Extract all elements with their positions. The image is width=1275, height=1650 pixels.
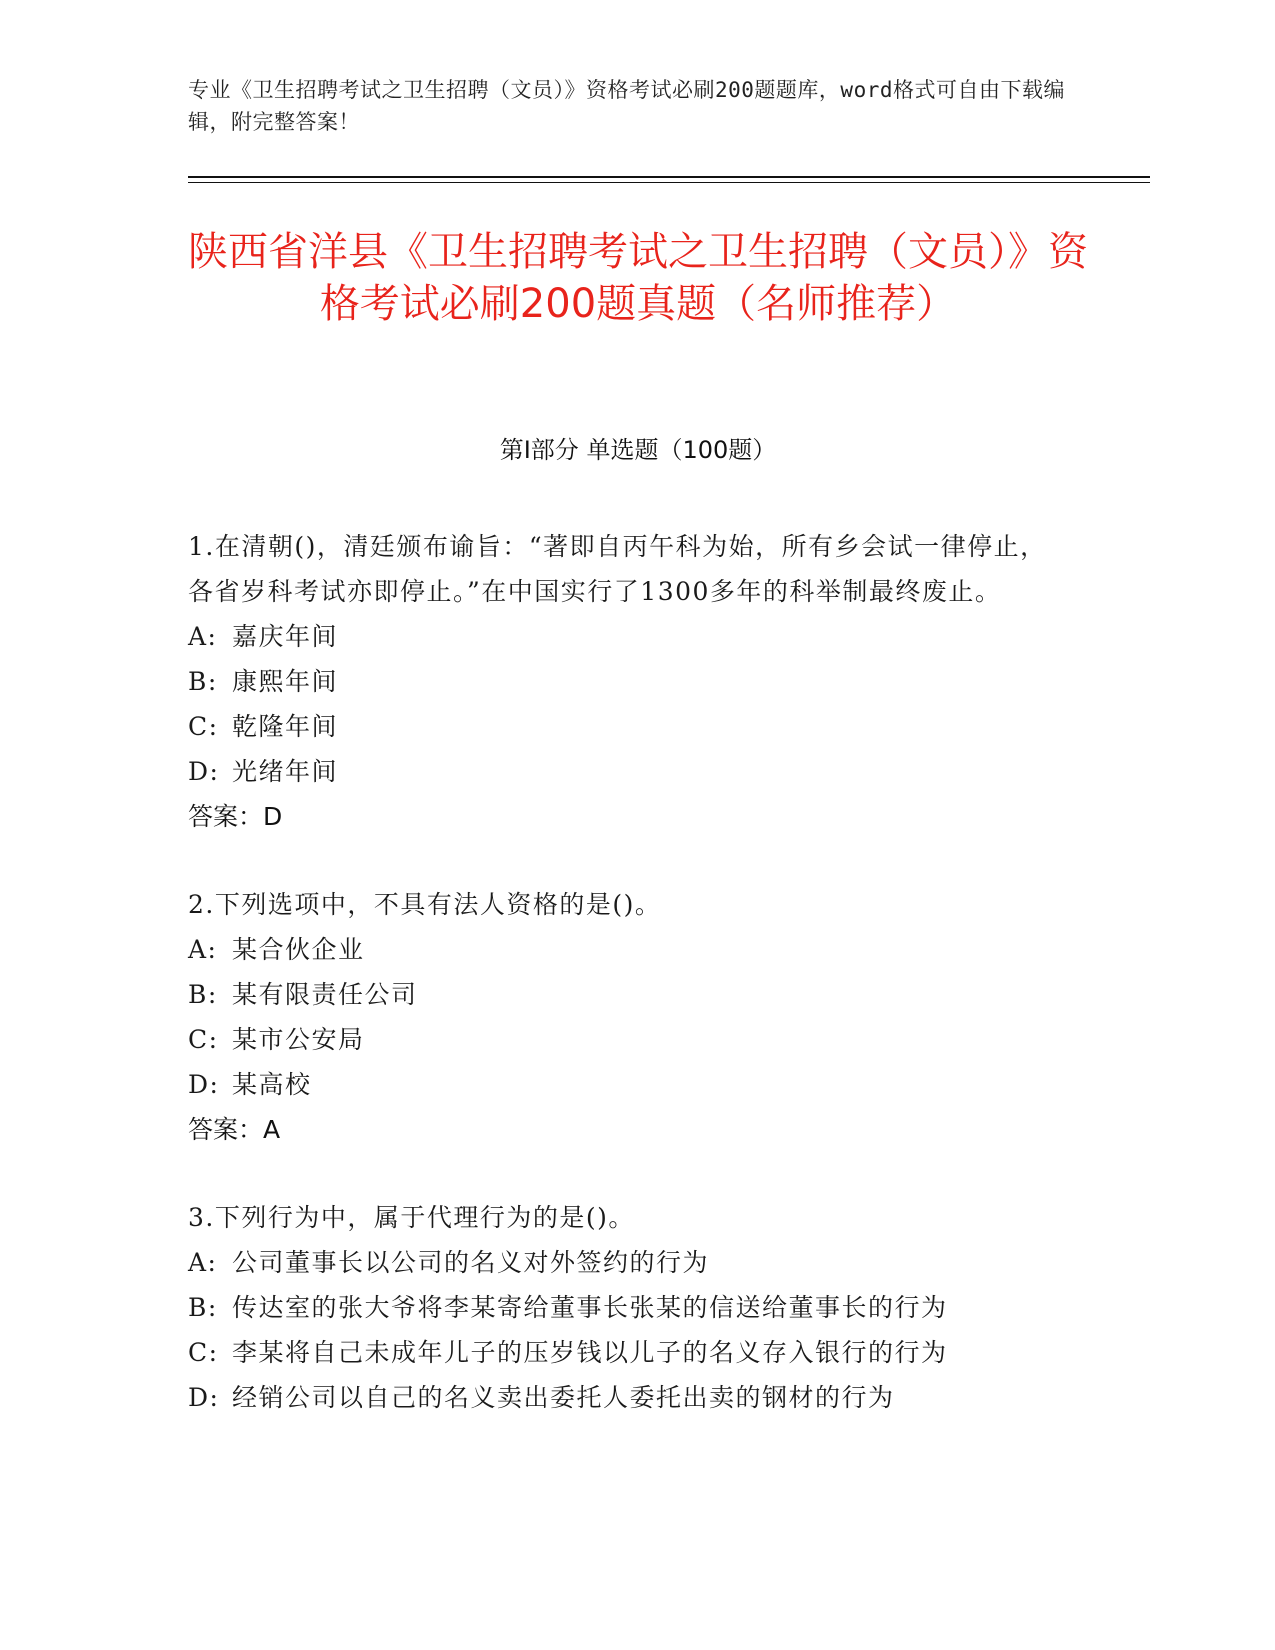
option-a (188, 927, 1068, 972)
option-letter: D: (188, 1383, 220, 1412)
answer-line: 答案：D (188, 802, 283, 831)
option-b (188, 972, 1068, 1017)
option-text: 经销公司以自己的名义卖出委托人委托出卖的钢材的行为 (232, 1383, 895, 1412)
question-item (188, 882, 1068, 1152)
option-letter: C: (188, 1025, 219, 1054)
option-text: 某有限责任公司 (232, 980, 418, 1009)
option-text: 康熙年间 (232, 667, 339, 696)
option-text: 李某将自己未成年儿子的压岁钱以儿子的名义存入银行的行为 (232, 1338, 948, 1367)
option-text: 某合伙企业 (232, 935, 365, 964)
option-letter: B: (188, 1293, 218, 1322)
answer-line: 答案：A (188, 1115, 281, 1144)
option-a (188, 1240, 1068, 1285)
option-letter: C: (188, 1338, 219, 1367)
option-a (188, 614, 1068, 659)
option-letter: A: (188, 622, 218, 651)
header-divider-thick (188, 176, 1150, 178)
option-letter: D: (188, 757, 220, 786)
option-b (188, 659, 1068, 704)
option-d (188, 749, 1068, 794)
option-text: 嘉庆年间 (232, 622, 339, 651)
question-list (188, 524, 1068, 1463)
option-text: 公司董事长以公司的名义对外签约的行为 (232, 1248, 710, 1277)
option-d (188, 1375, 1068, 1420)
header-note: 专业《卫生招聘考试之卫生招聘（文员）》资格考试必刷200题题库，word格式可自由下载编辑，附完整答案！ (188, 78, 1065, 134)
option-d (188, 1062, 1068, 1107)
option-letter: D: (188, 1070, 220, 1099)
option-text: 某高校 (232, 1070, 312, 1099)
section-heading: 第I部分 单选题（100题） (499, 436, 777, 464)
question-stem: 1.在清朝()，清廷颁布谕旨：“著即自丙午科为始，所有乡会试一律停止，各省岁科考试亦即停止。”在中国实行了1300多年的科举制最终废止。 (188, 532, 1047, 606)
option-letter: A: (188, 935, 218, 964)
option-text: 传达室的张大爷将李某寄给董事长张某的信送给董事长的行为 (232, 1293, 948, 1322)
question-item (188, 524, 1068, 839)
option-b (188, 1285, 1068, 1330)
option-letter: A: (188, 1248, 218, 1277)
option-c (188, 1330, 1068, 1375)
question-stem: 3.下列行为中，属于代理行为的是()。 (188, 1203, 635, 1232)
option-text: 乾隆年间 (232, 712, 339, 741)
option-letter: C: (188, 712, 219, 741)
question-item (188, 1195, 1068, 1420)
document-title: 陕西省洋县《卫生招聘考试之卫生招聘（文员）》资格考试必刷200题真题（名师推荐） (188, 229, 1088, 327)
option-c (188, 1017, 1068, 1062)
option-text: 光绪年间 (232, 757, 339, 786)
option-letter: B: (188, 980, 218, 1009)
question-stem: 2.下列选项中，不具有法人资格的是()。 (188, 890, 662, 919)
option-letter: B: (188, 667, 218, 696)
option-c (188, 704, 1068, 749)
option-text: 某市公安局 (232, 1025, 365, 1054)
header-divider-thin (188, 182, 1150, 183)
